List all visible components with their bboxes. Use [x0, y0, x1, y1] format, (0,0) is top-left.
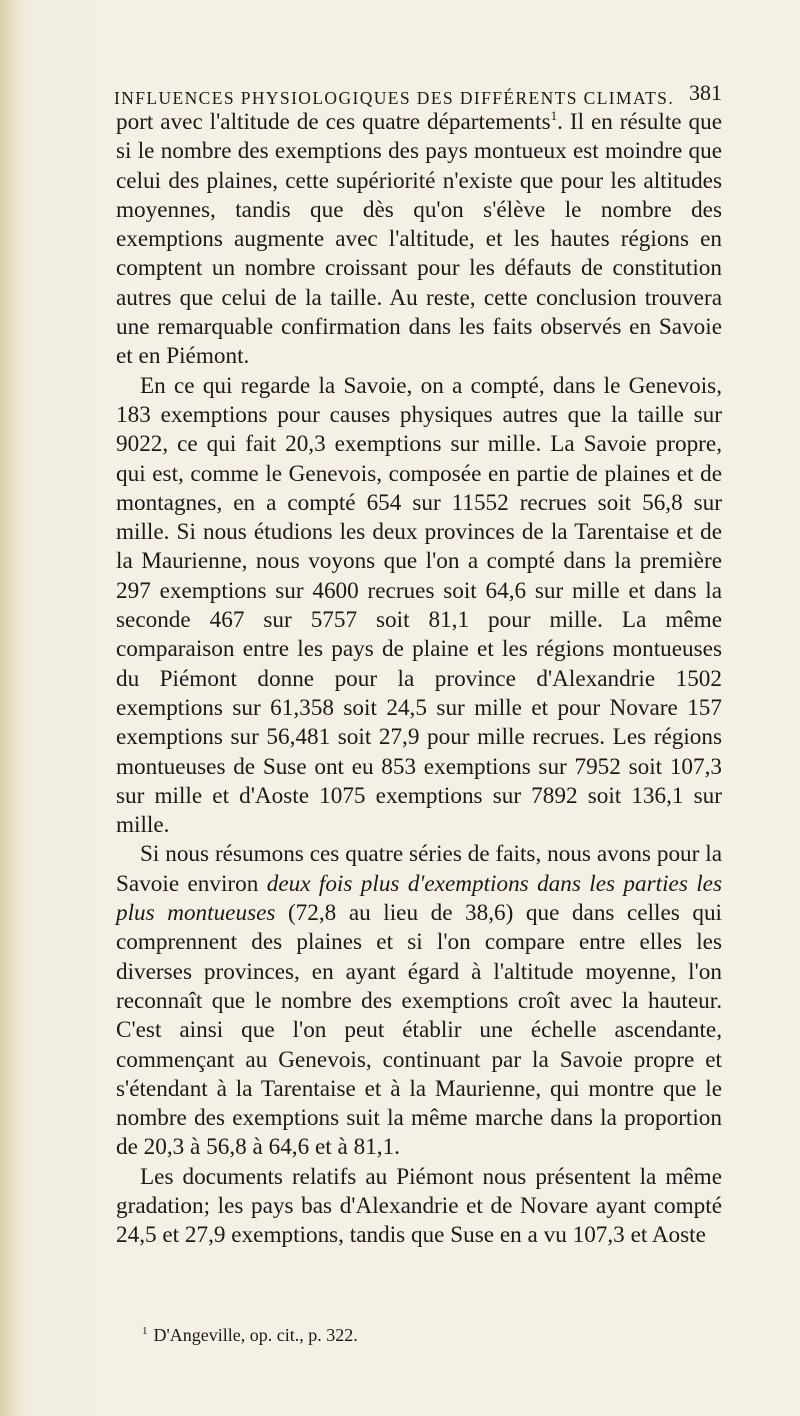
- page-number: 381: [689, 80, 722, 105]
- page-binding-edge: [0, 0, 18, 1416]
- body-text: [116, 108, 722, 1251]
- paragraph-3-text-a: Si nous résumons ces quatre séries de faits, nous avons pour la Savoie environ: [116, 841, 722, 897]
- footnote: [142, 1320, 722, 1346]
- paragraph-1-text-a: port avec l'altitude de ces quatre départements: [116, 109, 551, 135]
- paragraph-4: Les documents relatifs au Piémont nous présentent la même gradation; les pays bas d'Alexandrie et de Novare ayant compté 24,5 et 27,9 exemptions, tandis que Suse en a vu 107,3 et Aoste: [116, 1163, 722, 1249]
- paragraph-3-emphasis: deux fois plus d'exemptions dans les parties les plus montueuses: [116, 870, 722, 927]
- paragraph-3: [116, 840, 722, 1162]
- footnote-mark: 1: [142, 1325, 148, 1337]
- paragraph-1-text-b: . Il en résulte que si le nombre des exemptions des pays montueux est moindre que celui des plaines, cette supériorité n'existe que pour les altitudes moyennes, tandis que dès qu'on s'élève le nombre des exemptions augmente avec l'altitude, et les hautes régions en comptent un nombre croissant pour les défauts de constitution autres que celui de la taille. Au reste, cette conclusion trouvera une remarquable confirmation dans les faits observés en Savoie et en Piémont.: [116, 109, 722, 370]
- running-title: INFLUENCES PHYSIOLOGIQUES DES DIFFÉRENTS CLIMATS.: [114, 88, 675, 108]
- footnote-reference: 1: [550, 108, 558, 123]
- paragraph-1: [116, 108, 722, 372]
- running-header: [88, 74, 722, 110]
- paragraph-3-text-b: (72,8 au lieu de 38,6) que dans celles qui comprennent des plaines et si l'on compare entre elles les diverses provinces, en ayant égard à l'altitude moyenne, l'on reconnaît que le nombre des exemptions croît avec la hauteur. C'est ainsi que l'on peut établir une échelle ascendante, commençant au Genevois, continuant par la Savoie propre et s'étendant à la Tarentaise et à la Maurienne, qui montre que le nombre des exemptions suit la même marche dans la proportion de 20,3 à 56,8 à 64,6 et à 81,1.: [116, 900, 722, 1161]
- paragraph-2: En ce qui regarde la Savoie, on a compté, dans le Genevois, 183 exemptions pour causes physiques autres que la taille sur 9022, ce qui fait 20,3 exemptions sur mille. La Savoie propre, qui est, comme le Genevois, composée en partie de plaines et de montagnes, en a compté 654 sur 11552 recrues soit 56,8 sur mille. Si nous étudions les deux provinces de la Tarentaise et de la Maurienne, nous voyons que l'on a compté dans la première 297 exemptions sur 4600 recrues soit 64,6 sur mille et dans la seconde 467 sur 5757 soit 81,1 pour mille. La même comparaison entre les pays de plaine et les régions montueuses du Piémont donne pour la province d'Alexandrie 1502 exemptions sur 61,358 soit 24,5 sur mille et pour Novare 157 exemptions sur 56,481 soit 27,9 pour mille recrues. Les régions montueuses de Suse ont eu 853 exemptions sur 7952 soit 107,3 sur mille et d'Aoste 1075 exemptions sur 7892 soit 136,1 sur mille.: [116, 372, 722, 839]
- footnote-text: D'Angeville, op. cit., p. 322.: [153, 1325, 358, 1345]
